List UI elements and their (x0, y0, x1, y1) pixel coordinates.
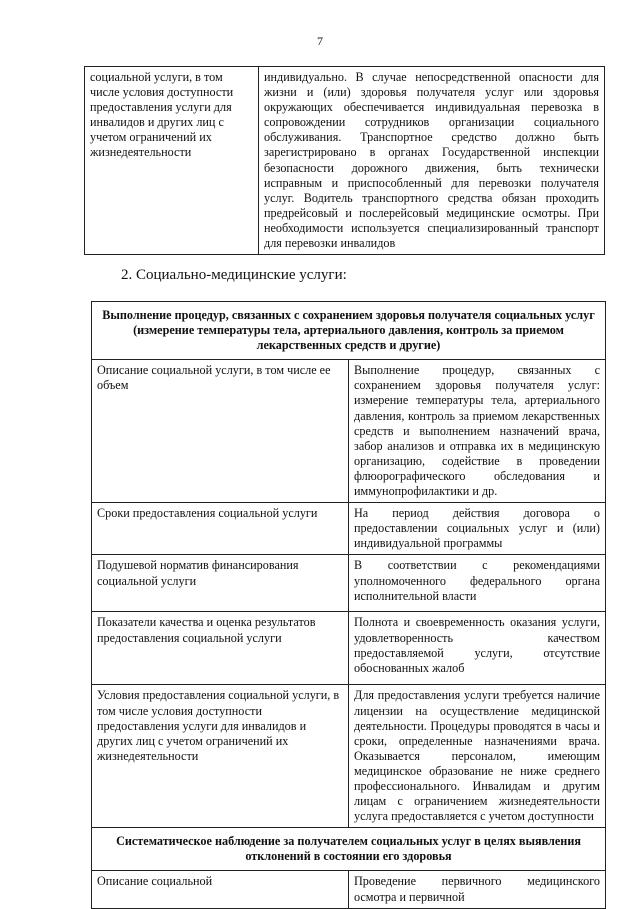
table-row (92, 612, 606, 685)
row-label: Условия предоставления социальной услуги, в том числе условия доступности предоставления услуги для инвалидов и других лиц с учетом ограничений их жизнедеятельности (92, 685, 349, 828)
section-heading: 2. Социально-медицинские услуги: (121, 267, 347, 283)
table-row (85, 67, 605, 255)
row-label: Показатели качества и оценка результатов предоставления социальной услуги (92, 612, 349, 685)
table-row (92, 503, 606, 555)
row-label: Описание социальной (92, 871, 349, 908)
row-label: социальной услуги, в том числе условия доступности предоставления услуги для инвалидов и других лиц с учетом ограничений их жизнедеятельности (85, 67, 259, 255)
row-value: индивидуально. В случае непосредственной опасности для жизни и (или) здоровья получателя услуг или здоровья окружающих обеспечивается индивидуальная перевозка в сопровождении сотрудников организации социального обслуживания. Транспортное средство должно быть зарегистрировано в органах Государственной инспекции безопасности дорожного движения, быть технически исправным и приспособленный для перевозки получателя услуг. Водитель транспортного средства обязан проходить предрейсовый и послерейсовый медицинские осмотры. При необходимости используется специализированный транспорт для перевозки инвалидов (259, 67, 605, 255)
row-value: Для предоставления услуги требуется наличие лицензии на осуществление медицинской деятельности. Процедуры проводятся в часы и сроки, определенные назначениями врача. Оказывается персоналом, имеющим медицинское образование не ниже среднего профессионального. Инвалидам и другим лицам с ограничением жизнедеятельности услуга предоставляется с учетом доступности (349, 685, 606, 828)
table-row (92, 685, 606, 828)
service-title: Систематическое наблюдение за получателем социальных услуг в целях выявления отклонений в состоянии его здоровья (92, 828, 606, 871)
row-value: Проведение первичного медицинского осмотра и первичной (349, 871, 606, 908)
continued-service-table (84, 66, 605, 255)
table-row (92, 555, 606, 612)
table-row (92, 360, 606, 503)
service-title-row (92, 302, 606, 360)
row-label: Описание социальной услуги, в том числе ее объем (92, 360, 349, 503)
service-title-row (92, 828, 606, 871)
row-value: Полнота и своевременность оказания услуги, удовлетворенность качеством предоставляемой услуги, отсутствие обоснованных жалоб (349, 612, 606, 685)
row-value: В соответствии с рекомендациями уполномоченного федерального органа исполнительной власти (349, 555, 606, 612)
table-row (92, 871, 606, 908)
row-value: Выполнение процедур, связанных с сохранением здоровья получателя услуг: измерение температуры тела, артериального давления, контроль за приемом лекарственных средств и выполнением назначений врача, забор анализов и отправка их в медицинскую организацию, содействие в проведении флюорографического обследования и иммунопрофилактики и др. (349, 360, 606, 503)
page-number: 7 (317, 34, 323, 48)
row-label: Подушевой норматив финансирования социальной услуги (92, 555, 349, 612)
service-title: Выполнение процедур, связанных с сохранением здоровья получателя социальных услуг (измерение температуры тела, артериального давления, контроль за приемом лекарственных средств и другие) (92, 302, 606, 360)
row-label: Сроки предоставления социальной услуги (92, 503, 349, 555)
row-value: На период действия договора о предоставлении социальных услуг и (или) индивидуальной программы (349, 503, 606, 555)
social-medical-services-table (91, 301, 606, 909)
